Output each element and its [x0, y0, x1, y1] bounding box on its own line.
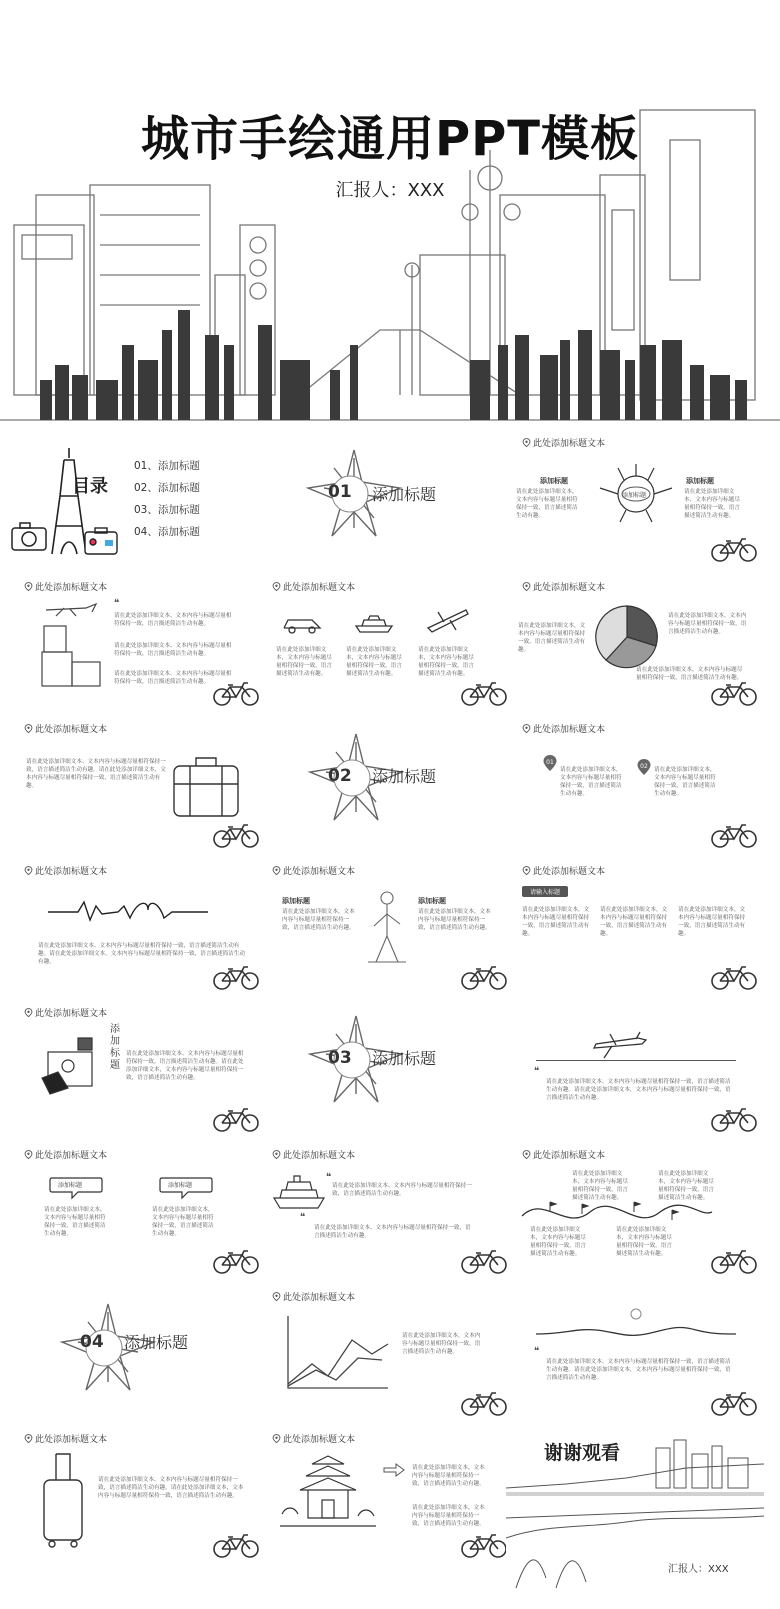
location-pin-icon — [24, 866, 33, 875]
text-car: 请在此处添加详细文本，文本内容与标题尽量相符保持一致，语言描述简洁生动有趣。 — [276, 647, 332, 677]
slide-header: 此处添加标题文本 — [533, 439, 606, 449]
slide-header: 此处添加标题文本 — [533, 1151, 606, 1161]
text-block: 请在此处添加详细文本、文本内容与标题尽量相符保持一致，语言描述简洁生动有趣。请在此处添加详细文本，文本内容与标题尽量相符保持一致，语言描述简洁生动有趣。 — [26, 759, 166, 789]
text-block-1: 请在此处添加详细文本、文本内容与标题尽量相符保持一致，语言描述简洁生动有趣。 — [114, 613, 232, 627]
speech-bubbles-slide — [18, 1144, 266, 1280]
bicycle-icon — [212, 1250, 260, 1274]
section-04-slide — [18, 1286, 266, 1422]
slide-header: 此处添加标题文本 — [283, 1151, 356, 1161]
cover-title: 城市手绘通用PPT模板 — [140, 111, 640, 167]
slide-header: 此处添加标题文本 — [533, 725, 606, 735]
bicycle-icon — [212, 682, 260, 706]
suitcase-slide — [18, 718, 266, 854]
bicycle-icon — [710, 538, 758, 562]
section-title: 添加标题 — [372, 767, 437, 786]
trend-chart-slide — [266, 1286, 514, 1422]
bubble-2-text: 请在此处添加详细文本，文本内容与标题尽量相符保持一致，语言描述简洁生动有趣。 — [152, 1207, 214, 1237]
text-02: 请在此处添加详细文本，文本内容与标题尽量相符保持一致，语言描述简洁生动有趣。 — [654, 767, 716, 797]
location-pin-icon — [24, 724, 33, 733]
slide-header: 此处添加标题文本 — [35, 1009, 108, 1019]
text-block-2: 请在此处添加详细文本、文本内容与标题尽量相符保持一致，语言描述简洁生动有趣。 — [314, 1225, 471, 1239]
location-pin-icon — [272, 582, 281, 591]
toc-item-3[interactable]: 03、添加标题 — [134, 504, 200, 516]
slide-header: 此处添加标题文本 — [283, 583, 356, 593]
toc-item-2[interactable]: 02、添加标题 — [134, 482, 200, 494]
column-2-text: 请在此处添加详细文本，文本内容与标题尽量相符保持一致，语言描述简洁生动有趣。 — [600, 907, 668, 937]
slide-header: 此处添加标题文本 — [35, 1151, 108, 1161]
bicycle-icon — [710, 682, 758, 706]
toc-item-1[interactable]: 01、添加标题 — [134, 460, 200, 472]
section-02-slide — [266, 718, 514, 854]
left-text: 请在此处添加详细文本，文本内容与标题尽量相符保持一致，语言描述简洁生动有趣。 — [516, 489, 578, 519]
text-block: 请在此处添加详细文本、文本内容与标题尽量相符保持一致，语言描述简洁生动有趣。请在此处添加详细文本，文本内容与标题尽量相符保持一致，语言描述简洁生动有趣。 — [126, 1051, 244, 1081]
bicycle-icon — [710, 1250, 758, 1274]
slide-header: 此处添加标题文本 — [283, 867, 356, 877]
text-right-1: 请在此处添加详细文本，文本内容与标题尽量相符保持一致，语言描述简洁生动有趣。 — [668, 613, 747, 635]
bicycle-icon — [460, 966, 508, 990]
svg-text:02: 02 — [640, 763, 648, 770]
airplane-line-slide — [516, 1002, 764, 1138]
city-sketch-illustration — [0, 0, 780, 430]
bicycle-icon — [212, 1534, 260, 1558]
center-label: 添加标题 — [622, 492, 647, 499]
bicycle-icon — [212, 824, 260, 848]
car-icon — [282, 614, 322, 634]
quote-mark: ❝ — [326, 1172, 332, 1183]
timeline-slide — [516, 1144, 764, 1280]
bicycle-icon — [710, 1392, 758, 1416]
text-block: 请在此处添加详细文本、文本内容与标题尽量相符保持一致，语言描述简洁生动有趣。请在此处添加详细文本，文本内容与标题尽量相符保持一致，语言描述简洁生动有趣。 — [546, 1079, 731, 1101]
ship-slide — [266, 1144, 514, 1280]
column-1-text: 请在此处添加详细文本，文本内容与标题尽量相符保持一致，语言描述简洁生动有趣。 — [522, 907, 590, 937]
vertical-title: 添加标题 — [110, 1024, 120, 1071]
bicycle-icon — [710, 824, 758, 848]
location-pin-icon — [24, 1008, 33, 1017]
luggage-airplane-illustration — [36, 602, 106, 694]
toc-heading: 目录 — [72, 476, 108, 497]
globe-slide — [516, 432, 764, 568]
pin-01-icon — [542, 754, 558, 772]
text-right-2: 请在此处添加详细文本，文本内容与标题尽量相符保持一致，语言描述简洁生动有趣。 — [636, 667, 743, 681]
svg-text:01: 01 — [546, 759, 554, 766]
bicycle-icon — [212, 966, 260, 990]
section-number: 02 — [328, 766, 352, 786]
text-block-2: 请在此处添加详细文本、文本内容与标题尽量相符保持一致，语言描述简洁生动有趣。 — [114, 643, 232, 657]
location-pin-icon — [522, 438, 531, 447]
pin-02-icon — [636, 758, 652, 776]
bicycle-icon — [710, 966, 758, 990]
rolling-suitcase-illustration — [40, 1452, 86, 1548]
rolling-suitcase-slide — [18, 1428, 266, 1564]
right-text: 请在此处添加详细文本，文本内容与标题尽量相符保持一致，语言描述简洁生动有趣。 — [418, 909, 491, 931]
left-label: 添加标题 — [540, 477, 568, 485]
slide-header: 此处添加标题文本 — [533, 583, 606, 593]
closing-reporter: 汇报人：XXX — [668, 1564, 729, 1575]
text-left: 请在此处添加详细文本，文本内容与标题尽量相符保持一致，语言描述简洁生动有趣。 — [518, 623, 586, 653]
airplane-icon — [426, 606, 470, 634]
location-pin-icon — [272, 866, 281, 875]
quote-mark: ❝ — [300, 1212, 306, 1223]
bicycle-icon — [460, 682, 508, 706]
column-3-text: 请在此处添加详细文本，文本内容与标题尽量相符保持一致，语言描述简洁生动有趣。 — [678, 907, 746, 937]
location-pin-icon — [522, 866, 531, 875]
section-01-slide — [264, 438, 512, 574]
closing-slide — [506, 1428, 764, 1598]
location-pin-icon — [272, 1150, 281, 1159]
quote-mark: ❝ — [534, 1346, 540, 1357]
text-plane: 请在此处添加详细文本，文本内容与标题尽量相符保持一致，语言描述简洁生动有趣。 — [418, 647, 474, 677]
wave-lightbulb-illustration — [536, 1304, 736, 1344]
location-pin-icon — [272, 1434, 281, 1443]
bicycle-icon — [212, 1108, 260, 1132]
text-block: 请在此处添加详细文本，文本内容与标题尽量相符保持一致，语言描述简洁生动有趣。 — [402, 1333, 481, 1355]
divider-line — [536, 1060, 736, 1061]
left-text: 请在此处添加详细文本，文本内容与标题尽量相符保持一致，语言描述简洁生动有趣。 — [282, 909, 355, 931]
enter-title-badge: 请输入标题 — [522, 886, 568, 897]
text-block-1: 请在此处添加详细文本、文本内容与标题尽量相符保持一致，语言描述简洁生动有趣。 — [332, 1183, 472, 1197]
sketch-line-chart-illustration — [282, 1314, 392, 1394]
section-number: 03 — [328, 1048, 352, 1068]
text-block-1: 请在此处添加详细文本，文本内容与标题尽量相符保持一致，语言描述简洁生动有趣。 — [412, 1465, 485, 1487]
location-pin-icon — [522, 724, 531, 733]
text-block: 请在此处添加详细文本、文本内容与标题尽量相符保持一致，语言描述简洁生动有趣。请在此处添加详细文本，文本内容与标题尽量相符保持一致，语言描述简洁生动有趣。 — [546, 1359, 731, 1381]
location-pin-icon — [272, 1292, 281, 1301]
travel-luggage-slide — [18, 576, 266, 712]
vintage-suitcase-illustration — [170, 756, 242, 820]
toc-item-4[interactable]: 04、添加标题 — [134, 526, 200, 538]
slide-header: 此处添加标题文本 — [35, 1435, 108, 1445]
left-label: 添加标题 — [282, 897, 310, 905]
timeline-text-4: 请在此处添加详细文本，文本内容与标题尽量相符保持一致，语言描述简洁生动有趣。 — [616, 1227, 672, 1257]
slide-header: 此处添加标题文本 — [35, 725, 108, 735]
location-pin-icon — [522, 582, 531, 591]
right-text: 请在此处添加详细文本，文本内容与标题尽量相符保持一致，语言描述简洁生动有趣。 — [684, 489, 740, 519]
bicycle-icon — [710, 1108, 758, 1132]
right-label: 添加标题 — [418, 897, 446, 905]
slide-header: 此处添加标题文本 — [35, 867, 108, 877]
slide-header: 此处添加标题文本 — [533, 867, 606, 877]
suitcase-icon — [83, 526, 119, 556]
text-01: 请在此处添加详细文本，文本内容与标题尽量相符保持一致，语言描述简洁生动有趣。 — [560, 767, 622, 797]
traveler-sketch-illustration — [362, 884, 412, 968]
cover-reporter: 汇报人：XXX — [335, 180, 445, 201]
pagoda-illustration — [276, 1454, 380, 1534]
toc-slide — [8, 438, 252, 574]
bubble-1-label: 添加标题 — [58, 1182, 83, 1189]
right-label: 添加标题 — [686, 477, 714, 485]
heartbeat-slide — [18, 860, 266, 996]
section-03-slide — [266, 1002, 514, 1138]
packing-slide — [18, 1002, 266, 1138]
arrow-right-icon — [382, 1462, 406, 1478]
ship-icon — [354, 614, 394, 634]
text-block-3: 请在此处添加详细文本、文本内容与标题尽量相符保持一致，语言描述简洁生动有趣。 — [114, 671, 232, 685]
timeline-text-1: 请在此处添加详细文本，文本内容与标题尽量相符保持一致，语言描述简洁生动有趣。 — [572, 1171, 628, 1201]
slide-header: 此处添加标题文本 — [35, 583, 108, 593]
slide-header: 此处添加标题文本 — [283, 1435, 356, 1445]
quote-mark: ❝ — [114, 598, 120, 609]
three-columns-slide — [516, 860, 764, 996]
section-title: 添加标题 — [124, 1333, 189, 1352]
section-title: 添加标题 — [372, 1049, 437, 1068]
thanks-title: 谢谢观看 — [544, 1442, 621, 1464]
pie-sketch-illustration — [592, 602, 662, 672]
location-pin-icon — [24, 1150, 33, 1159]
section-number: 01 — [328, 482, 352, 502]
landmark-building-slide — [266, 1428, 514, 1564]
packing-items-illustration — [38, 1028, 108, 1098]
text-ship: 请在此处添加详细文本，文本内容与标题尽量相符保持一致，语言描述简洁生动有趣。 — [346, 647, 402, 677]
quote-mark: ❝ — [534, 1066, 540, 1077]
bicycle-icon — [460, 1534, 508, 1558]
bicycle-icon — [460, 1392, 508, 1416]
timeline-text-3: 请在此处添加详细文本，文本内容与标题尽量相符保持一致，语言描述简洁生动有趣。 — [530, 1227, 586, 1257]
two-points-slide — [516, 718, 764, 854]
text-block: 请在此处添加详细文本、文本内容与标题尽量相符保持一致，语言描述简洁生动有趣。请在此处添加详细文本，文本内容与标题尽量相符保持一致，语言描述简洁生动有趣。 — [98, 1477, 244, 1499]
airplane-icon — [592, 1030, 648, 1060]
heartbeat-line-illustration — [48, 896, 208, 926]
location-pin-icon — [24, 582, 33, 591]
slide-header: 此处添加标题文本 — [283, 1293, 356, 1303]
cover-slide — [0, 0, 780, 430]
section-number: 04 — [80, 1332, 104, 1352]
text-block-2: 请在此处添加详细文本，文本内容与标题尽量相符保持一致，语言描述简洁生动有趣。 — [412, 1505, 485, 1527]
text-block: 请在此处添加详细文本、文本内容与标题尽量相符保持一致，语言描述简洁生动有趣。请在此处添加详细文本，文本内容与标题尽量相符保持一致，语言描述简洁生动有趣。 — [38, 943, 245, 965]
cruise-ship-illustration — [272, 1172, 326, 1212]
pie-slide — [516, 576, 764, 712]
location-pin-icon — [522, 1150, 531, 1159]
camera-icon — [10, 520, 50, 552]
bicycle-icon — [460, 1250, 508, 1274]
sketch-figure-slide — [266, 860, 514, 996]
lightbulb-slide — [516, 1286, 764, 1422]
timeline-text-2: 请在此处添加详细文本，文本内容与标题尽量相符保持一致，语言描述简洁生动有趣。 — [658, 1171, 714, 1201]
transport-slide — [266, 576, 514, 712]
bubble-1-text: 请在此处添加详细文本，文本内容与标题尽量相符保持一致，语言描述简洁生动有趣。 — [44, 1207, 106, 1237]
section-title: 添加标题 — [372, 485, 437, 504]
bubble-2-label: 添加标题 — [168, 1182, 193, 1189]
location-pin-icon — [24, 1434, 33, 1443]
